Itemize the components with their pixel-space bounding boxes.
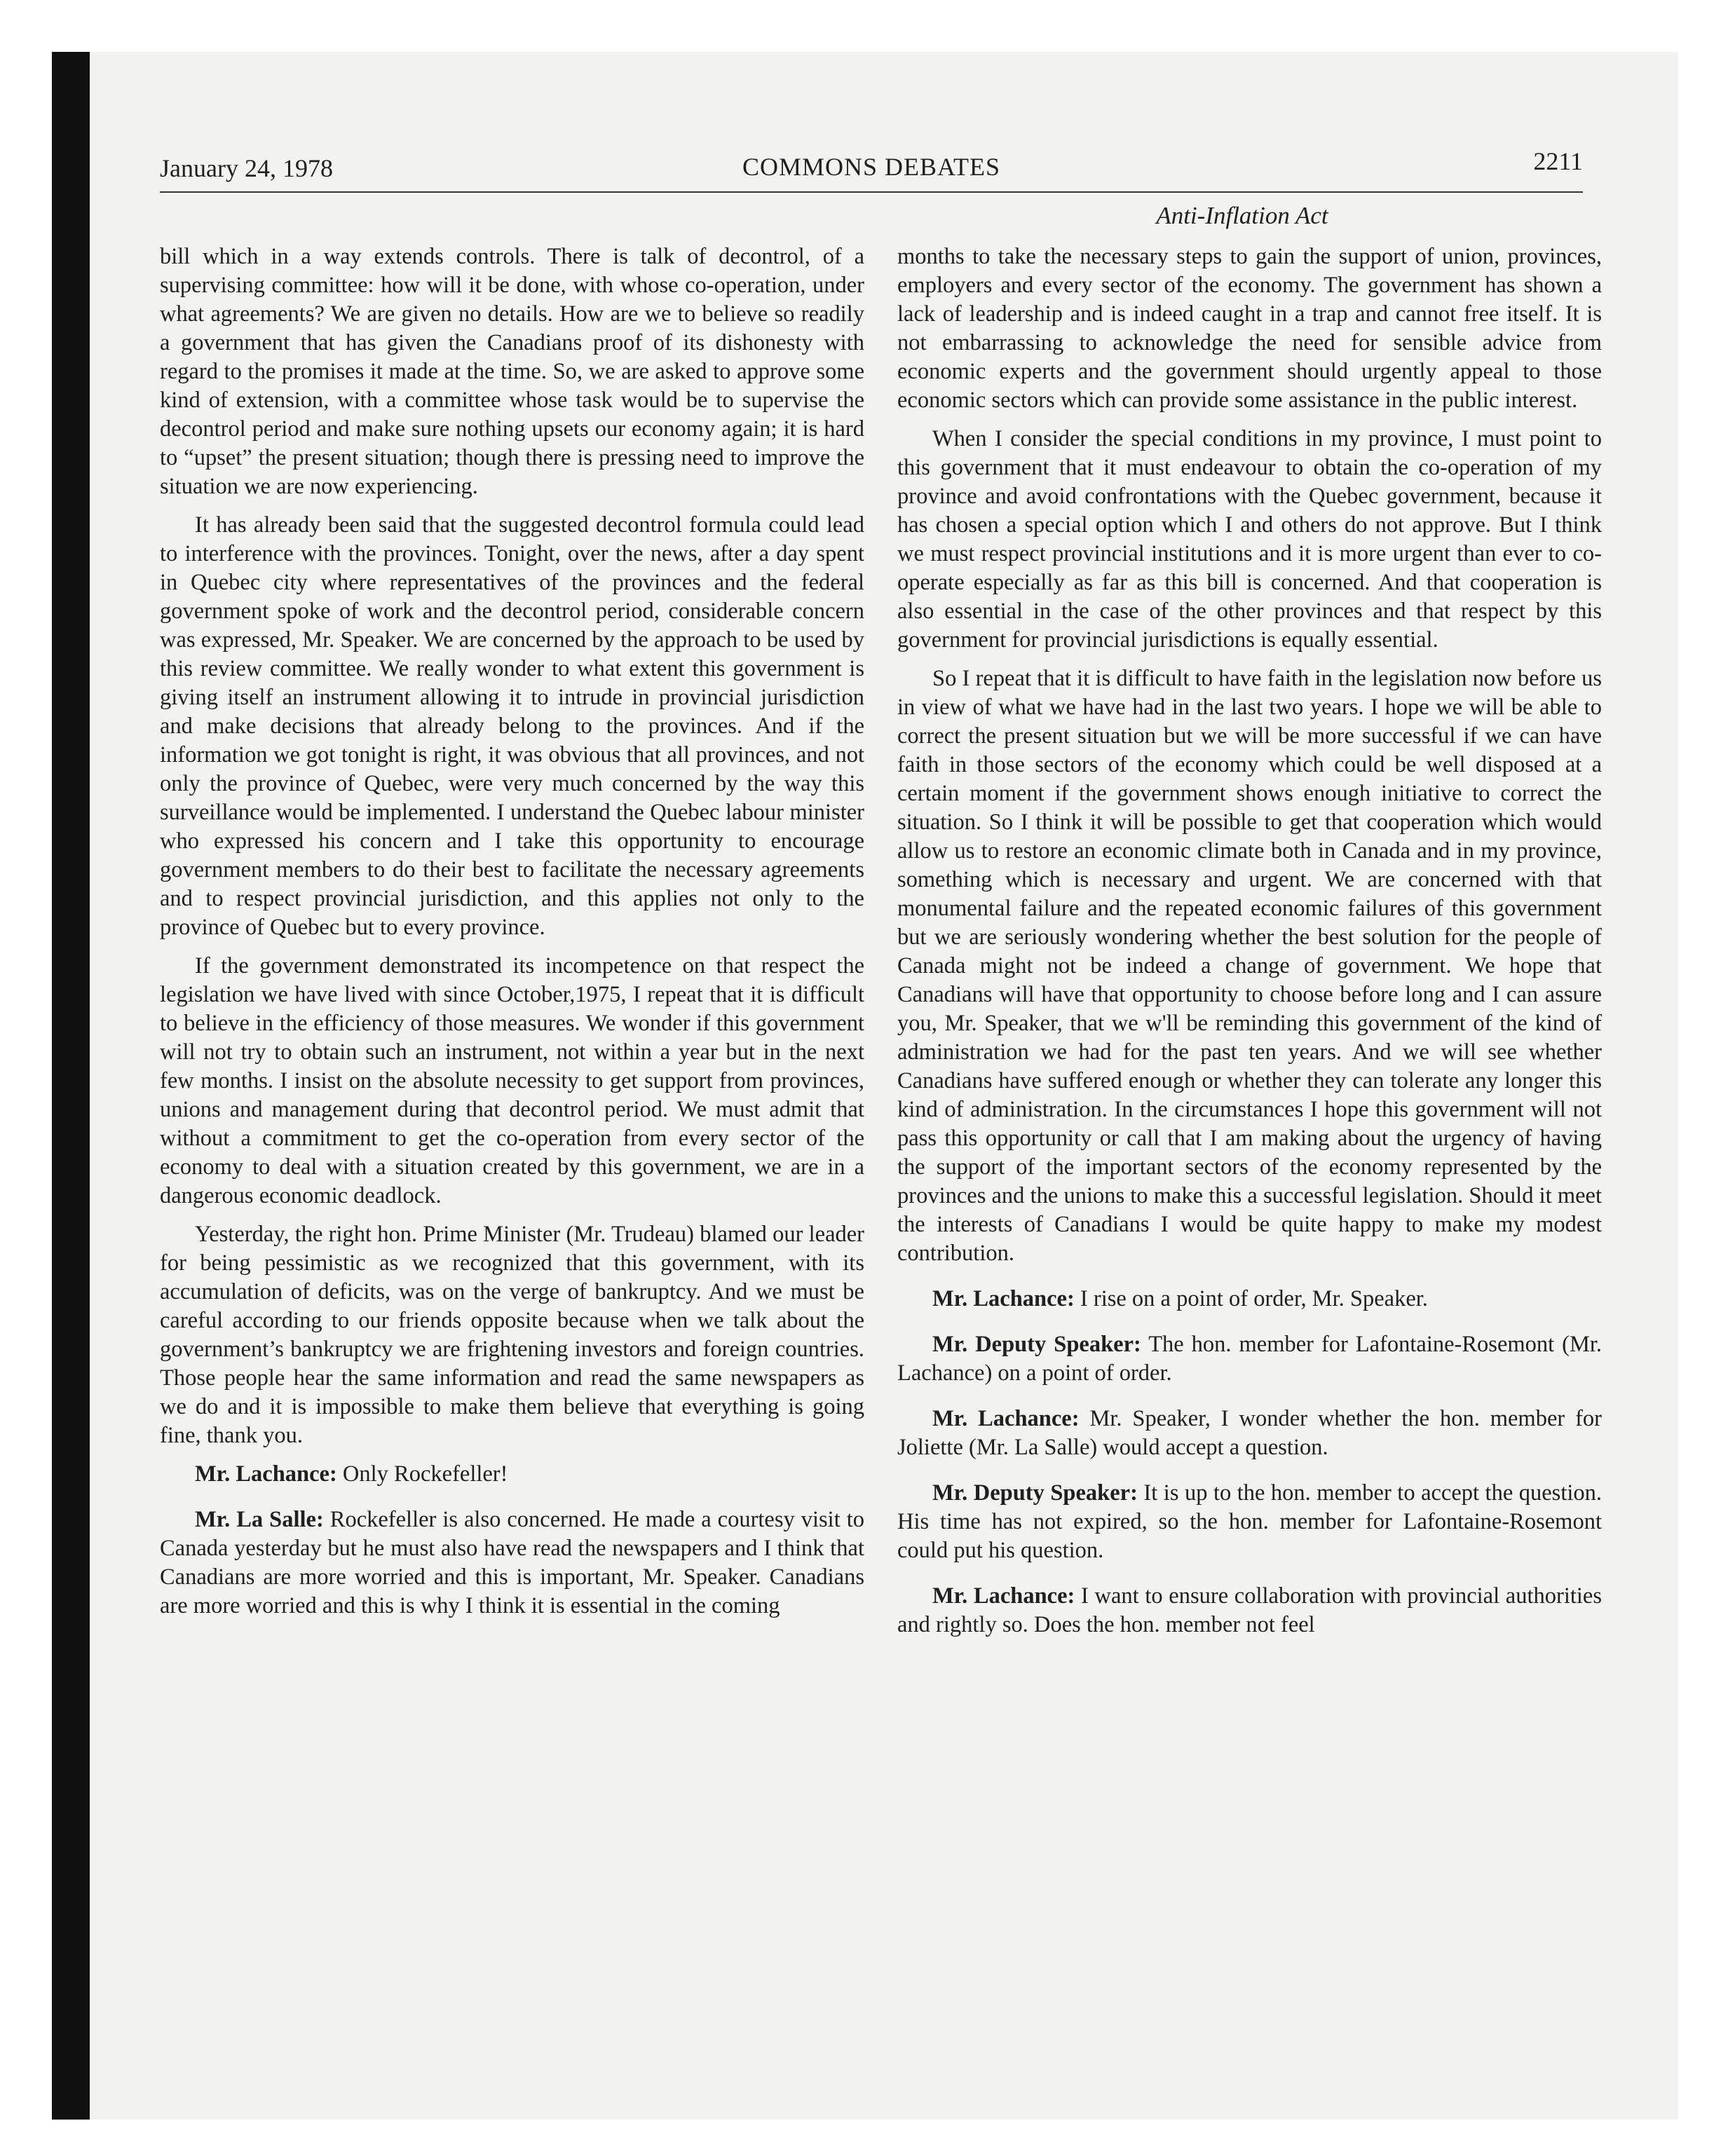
speech-text: I rise on a point of order, Mr. Speaker. (1074, 1286, 1428, 1311)
speech-entry (160, 1506, 864, 1621)
page-header (160, 144, 1583, 193)
speaker-name: Mr. Lachance: (932, 1583, 1075, 1609)
speaker-name: Mr. Lachance: (932, 1406, 1080, 1431)
speech-text: I want to ensure collaboration with provincial authorities and rightly so. Does the hon. member not feel (897, 1583, 1602, 1637)
speech-text: Only Rockefeller! (336, 1461, 508, 1487)
speech-entry (897, 1582, 1602, 1639)
paragraph: If the government demonstrated its incompetence on that respect the legislation we have lived with since October,1975, I repeat that it is difficult to believe in the efficiency of those measures. We wonder if this government will not try to obtain such an instrument, not within a year but in the next few months. I insist on the absolute necessity to get support from provinces, unions and management during that decontrol period. We must admit that without a commitment to get the co-operation from every sector of the economy to deal with a situation created by this government, we are in a dangerous economic deadlock. (160, 953, 864, 1208)
paragraph: months to take the necessary steps to gain the support of union, provinces, employers and every sector of the economy. The government has shown a lack of leadership and is indeed caught in a trap and cannot free itself. It is not embarrassing to acknowledge the need for sensible advice from economic experts and the government should urgently appeal to those economic sectors which can provide some assistance in the public interest. (897, 244, 1602, 413)
header-date: January 24, 1978 (160, 154, 333, 182)
paragraph: So I repeat that it is difficult to have faith in the legislation now before us in view of what we have had in the last two years. I hope we will be able to correct the present situation but we will be more successful if we can have faith in those sectors of the economy which could be well disposed at a certain moment if the government shows enough initiative to correct the situation. So I think it will be possible to get that cooperation which would allow us to restore an economic climate both in Canada and in my province, something which is necessary and urgent. We are concerned with that monumental failure and the repeated economic failures of this government but we are seriously wondering whether the best solution for the people of Canada might not be indeed a change of government. We hope that Canadians will have that opportunity to choose before long and I can assure you, Mr. Speaker, that we w'll be reminding this government of the kind of administration we had for the past ten years. And we will see whether Canadians have suffered enough or whether they can tolerate any longer this kind of administration. In the circumstances I hope this government will not pass this opportunity or call that I am making about the urgency of having the support of the important sectors of the economy represented by the provinces and the unions to make this a successful legislation. Should it meet the interests of Canadians I would be quite happy to make my modest contribution. (897, 666, 1602, 1266)
running-title: Anti-Inflation Act (1156, 202, 1328, 229)
speech-entry (160, 1460, 864, 1489)
binding-edge (52, 52, 90, 2120)
speech-entry (897, 1405, 1602, 1462)
paragraph: bill which in a way extends controls. There is talk of decontrol, of a supervising committee: how will it be done, with whose co-operation, under what agreements? We are given no details. How are we to believe so readily a government that has given the Canadians proof of its dishonesty with regard to the promises it made at the time. So, we are asked to approve some kind of extension, with a committee whose task would be to supervise the decontrol period and make sure nothing upsets our economy again; it is hard to “upset” the present situation; though there is pressing need to improve the situation we are now experiencing. (160, 244, 864, 499)
paragraph: Yesterday, the right hon. Prime Minister (Mr. Trudeau) blamed our leader for being pessimistic as we recognized that this government, with its accumulation of deficits, was on the verge of bankruptcy. And we must be careful according to our friends opposite because when we talk about the government’s bankruptcy we are frightening investors and foreign countries. Those people hear the same information and read the same newspapers as we do and it is impossible to make them believe that everything is going fine, thank you. (160, 1222, 864, 1448)
speech-text: Mr. Speaker, I wonder whether the hon. member for Joliette (Mr. La Salle) would accept a question. (897, 1406, 1602, 1460)
paragraph: When I consider the special conditions in my province, I must point to this government that it must endeavour to obtain the co-operation of my province and avoid confrontations with the Quebec government, because it has chosen a special option which I and others do not approve. But I think we must respect provincial institutions and it is more urgent than ever to co-operate especially as far as this bill is concerned. And that cooperation is also essential in the case of the other provinces and that respect by this government for provincial jurisdictions is equally essential. (897, 426, 1602, 653)
speech-text: It is up to the hon. member to accept the question. His time has not expired, so the hon. member for Lafontaine-Rosemont could put his question. (897, 1480, 1603, 1563)
right-column (897, 243, 1602, 1656)
speaker-name: Mr. Deputy Speaker: (932, 1480, 1138, 1506)
speech-entry (897, 1285, 1602, 1314)
paragraph: It has already been said that the suggested decontrol formula could lead to interference with the provinces. Tonight, over the news, after a day spent in Quebec city where representatives of the provinces and the federal government spoke of work and the decontrol period, considerable concern was expressed, Mr. Speaker. We are concerned by the approach to be used by this review committee. We really wonder to what extent this government is giving itself an instrument allowing it to intrude in provincial jurisdiction and make decisions that already belong to the provinces. And if the information we got tonight is right, it was obvious that all provinces, and not only the province of Quebec, were very much concerned by the way this surveillance would be implemented. I understand the Quebec labour minister who expressed his concern and I take this opportunity to encourage government members to do their best to facilitate the necessary agreements and to respect provincial jurisdiction, and this applies not only to the province of Quebec but to every province. (160, 512, 864, 940)
speaker-name: Mr. Lachance: (932, 1286, 1075, 1311)
header-page-number: 2211 (1533, 147, 1583, 175)
speech-entry (897, 1330, 1602, 1388)
header-publication: COMMONS DEBATES (742, 153, 1001, 181)
speaker-name: Mr. Deputy Speaker: (932, 1332, 1141, 1357)
left-column (160, 243, 864, 1637)
speaker-name: Mr. Lachance: (195, 1461, 337, 1487)
speaker-name: Mr. La Salle: (195, 1507, 324, 1532)
speech-text: The hon. member for Lafontaine-Rosemont (Mr. Lachance) on a point of order. (897, 1332, 1602, 1386)
speech-entry (897, 1479, 1602, 1565)
speech-text: Rockefeller is also concerned. He made a courtesy visit to Canada yesterday but he must also have read the newspapers and I think that Canadians are more worried and this is important, Mr. Speaker. Canadians are more worried and this is why I think it is essential in the coming (160, 1507, 864, 1618)
